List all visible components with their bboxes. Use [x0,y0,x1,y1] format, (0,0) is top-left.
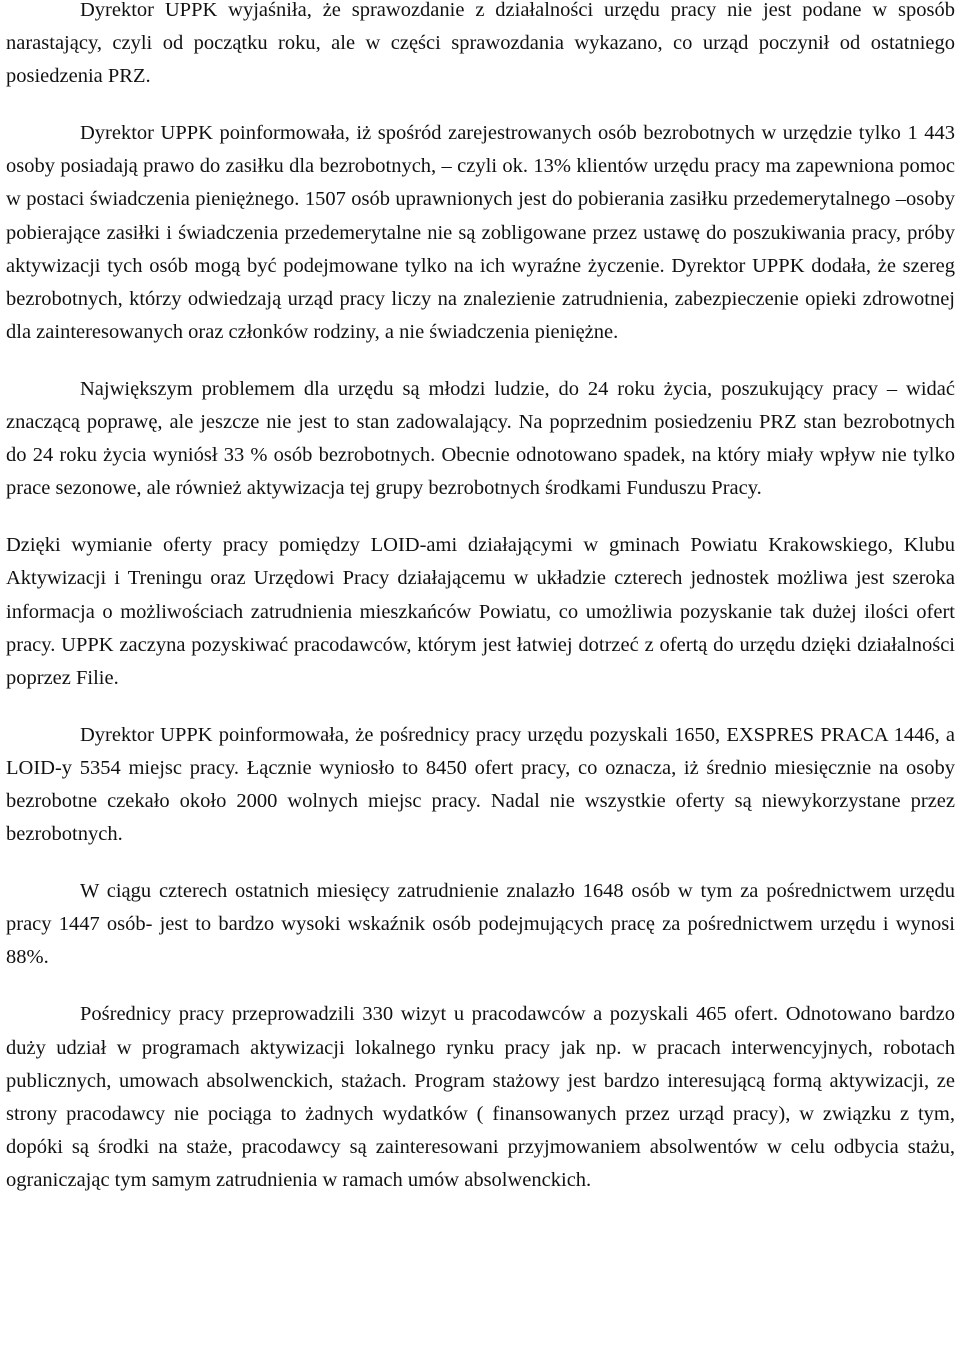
paragraph-2: Dyrektor UPPK poinformowała, iż spośród zarejestrowanych osób bezrobotnych w urzędzie tylko 1 443 osoby posiadają prawo do zasiłku dla bezrobotnych, – czyli ok. 13% klientów urzędu pracy ma zapewniona pomoc w postaci świadczenia pieniężnego. 1507 osób uprawnionych jest do pobierania zasiłku przedemerytalnego –osoby pobierające zasiłki i świadczenia przedemerytalne nie są zobligowane przez ustawę do poszukiwania pracy, próby aktywizacji tych osób mogą być podejmowane tylko na ich wyraźne życzenie. Dyrektor UPPK dodała, że szereg bezrobotnych, którzy odwiedzają urząd pracy liczy na znalezienie zatrudnienia, zabezpieczenie opieki zdrowotnej dla zainteresowanych oraz członków rodziny, a nie świadczenia pieniężne. [6,122,955,343]
paragraph-6: W ciągu czterech ostatnich miesięcy zatrudnienie znalazło 1648 osób w tym za pośrednictwem urzędu pracy 1447 osób- jest to bardzo wysoki wskaźnik osób podejmujących pracę za pośrednictwem urzędu i wynosi 88%. [6,880,955,969]
paragraph-7: Pośrednicy pracy przeprowadzili 330 wizyt u pracodawców a pozyskali 465 ofert. Odnotowano bardzo duży udział w programach aktywizacji lokalnego rynku pracy jak np. w pracach interwencyjnych, robotach publicznych, umowach absolwenckich, stażach. Program stażowy jest bardzo interesującą formą aktywizacji, ze strony pracodawcy nie pociąga to żadnych wydatków ( finansowanych przez urząd pracy), w związku z tym, dopóki są środki na staże, pracodawcy są zainteresowani przyjmowaniem absolwentów w celu odbycia stażu, ograniczając tym samym zatrudnienia w ramach umów absolwenckich. [6,1003,955,1191]
paragraph-5: Dyrektor UPPK poinformowała, że pośrednicy pracy urzędu pozyskali 1650, EXSPRES PRACA 1446, a LOID-y 5354 miejsc pracy. Łącznie wyniosło to 8450 ofert pracy, co oznacza, iż średnio miesięcznie na osoby bezrobotne czekało około 2000 wolnych miejsc pracy. Nadal nie wszystkie oferty są niewykorzystane przez bezrobotnych. [6,723,955,846]
document-page [6,0,955,1221]
paragraph-1: Dyrektor UPPK wyjaśniła, że sprawozdanie z działalności urzędu pracy nie jest podane w sposób narastający, czyli od początku roku, ale w części sprawozdania wykazano, co urząd poczynił od ostatniego posiedzenia PRZ. [6,0,955,88]
paragraph-4: Dzięki wymianie oferty pracy pomiędzy LOID-ami działającymi w gminach Powiatu Krakowskiego, Klubu Aktywizacji i Treningu oraz Urzędowi Pracy działającemu w układzie czterech jednostek możliwa jest szeroka informacja o możliwościach zatrudnienia mieszkańców Powiatu, co umożliwia pozyskanie tak dużej ilości ofert pracy. UPPK zaczyna pozyskiwać pracodawców, którym jest łatwiej dotrzeć z ofertą do urzędu dzięki działalności poprzez Filie. [6,534,955,689]
paragraph-3: Największym problemem dla urzędu są młodzi ludzie, do 24 roku życia, poszukujący pracy – widać znaczącą poprawę, ale jeszcze nie jest to stan zadowalający. Na poprzednim posiedzeniu PRZ stan bezrobotnych do 24 roku życia wyniósł 33 % osób bezrobotnych. Obecnie odnotowano spadek, na który miały wpływ nie tylko prace sezonowe, ale również aktywizacja tej grupy bezrobotnych środkami Funduszu Pracy. [6,377,955,500]
